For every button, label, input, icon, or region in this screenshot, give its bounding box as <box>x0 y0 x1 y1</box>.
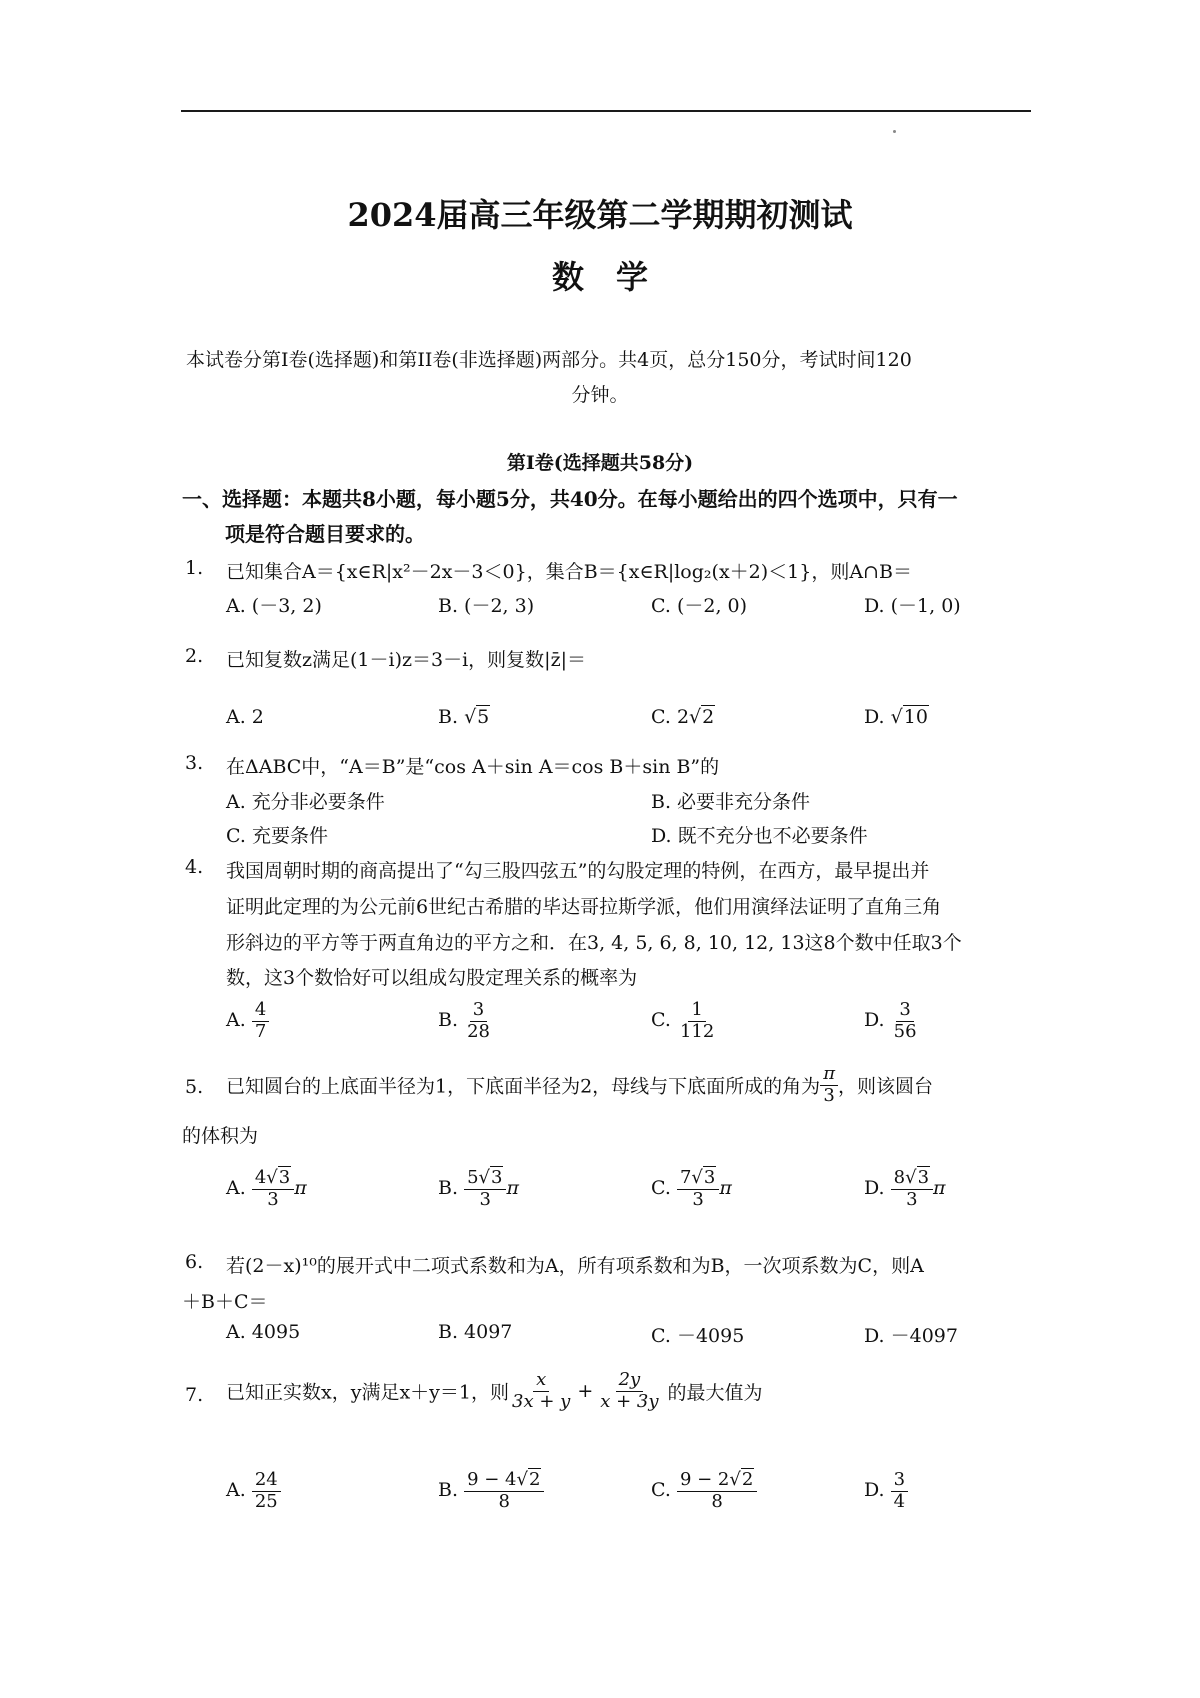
q3-number: 3. <box>185 752 204 774</box>
q2-stem: 已知复数z满足(1－i)z＝3－i，则复数|z̄|＝ <box>226 649 586 671</box>
q2-option-b: B. √5 <box>438 706 490 728</box>
q7-number: 7. <box>185 1384 204 1406</box>
q1-option-a: A. (－3, 2) <box>226 595 322 617</box>
q4-stem-line-1: 我国周朝时期的商高提出了“勾三股四弦五”的勾股定理的特例，在西方，最早提出并 <box>226 860 930 882</box>
q7-option-c: C. $\frac{9 - 2√2}{8}$ <box>651 1470 757 1512</box>
q1-number: 1. <box>185 557 204 579</box>
q6-option-d: D. －4097 <box>864 1325 958 1347</box>
q3-option-b: B. 必要非充分条件 <box>651 791 811 813</box>
q1-option-b: B. (－2, 3) <box>438 595 535 617</box>
q2-number: 2. <box>185 645 204 667</box>
q1-option-c: C. (－2, 0) <box>651 595 748 617</box>
q4-stem-line-4: 数，这3个数恰好可以组成勾股定理关系的概率为 <box>226 967 638 989</box>
q1-option-d: D. (－1, 0) <box>864 595 961 617</box>
q3-option-c: C. 充要条件 <box>226 825 328 847</box>
q5-option-b: B. $\frac{5√3}{3}$ π <box>438 1167 519 1210</box>
q5-option-c: C. $\frac{7√3}{3}$ π <box>651 1167 732 1210</box>
q6-option-b: B. 4097 <box>438 1321 513 1343</box>
scan-speck <box>893 130 896 133</box>
q7-option-d: D. $\frac{3}{4}$ <box>864 1470 908 1512</box>
q3-option-d: D. 既不充分也不必要条件 <box>651 825 868 847</box>
q5-option-a: A. $\frac{4√3}{3}$ π <box>226 1167 307 1210</box>
q7-stem: 已知正实数x，y满足x＋y＝1，则 $\frac{x}{3x + y}$ + $\frac{2y}{x + 3y}$ 的最大值为 <box>226 1369 763 1412</box>
q4-option-b: B. $\frac{3}{28}$ <box>438 999 490 1042</box>
q1-stem: 已知集合A＝{x∈R|x²－2x－3＜0}，集合B＝{x∈R|log₂(x＋2)＜1}，则A∩B＝ <box>226 561 912 583</box>
q5-number: 5. <box>185 1076 204 1098</box>
intro-line-1: 本试卷分第I卷(选择题)和第II卷(非选择题)两部分。共4页，总分150分，考试时间120 <box>186 349 912 371</box>
q2-option-a: A. 2 <box>226 706 264 728</box>
part-instructions-line-1: 一、选择题：本题共8小题，每小题5分，共40分。在每小题给出的四个选项中，只有一 <box>182 487 958 511</box>
q5-stem: 已知圆台的上底面半径为1，下底面半径为2，母线与下底面所成的角为 $\frac{\pi}{3}$ ，则该圆台 <box>226 1063 934 1106</box>
intro-line-2: 分钟。 <box>571 384 629 406</box>
q7-option-a: A. $\frac{24}{25}$ <box>226 1470 281 1512</box>
q6-option-c: C. －4095 <box>651 1325 745 1347</box>
header-rule <box>181 110 1031 112</box>
q3-stem: 在ΔABC中，“A＝B”是“cos A＋sin A＝cos B＋sin B”的 <box>226 756 720 778</box>
q4-number: 4. <box>185 856 204 878</box>
section-title: 第I卷(选择题共58分) <box>506 452 694 474</box>
q2-option-c: C. 2√2 <box>651 706 715 728</box>
q6-stem-line-2: ＋B＋C＝ <box>182 1291 268 1313</box>
q4-option-d: D. $\frac{3}{56}$ <box>864 999 917 1042</box>
exam-subject: 数 学 <box>551 258 648 296</box>
q5-option-d: D. $\frac{8√3}{3}$ π <box>864 1167 946 1210</box>
q4-stem-line-3: 形斜边的平方等于两直角边的平方之和．在3, 4, 5, 6, 8, 10, 12, 13这8个数中任取3个 <box>226 932 962 954</box>
q6-number: 6. <box>185 1251 204 1273</box>
part-instructions-line-2: 项是符合题目要求的。 <box>225 522 425 546</box>
q2-option-d: D. √10 <box>864 706 928 728</box>
q7-option-b: B. $\frac{9 - 4√2}{8}$ <box>438 1470 544 1512</box>
q4-option-c: C. $\frac{1}{112}$ <box>651 999 715 1042</box>
q6-option-a: A. 4095 <box>226 1321 301 1343</box>
q4-option-a: A. $\frac{4}{7}$ <box>226 1000 269 1042</box>
exam-title: 2024届高三年级第二学期期初测试 <box>347 196 853 234</box>
q5-stem-line-2: 的体积为 <box>182 1125 259 1147</box>
q6-stem-line-1: 若(2－x)¹⁰的展开式中二项式系数和为A，所有项系数和为B，一次项系数为C，则A <box>226 1255 924 1277</box>
q3-option-a: A. 充分非必要条件 <box>226 791 385 813</box>
q4-stem-line-2: 证明此定理的为公元前6世纪古希腊的毕达哥拉斯学派，他们用演绎法证明了直角三角 <box>226 896 942 918</box>
